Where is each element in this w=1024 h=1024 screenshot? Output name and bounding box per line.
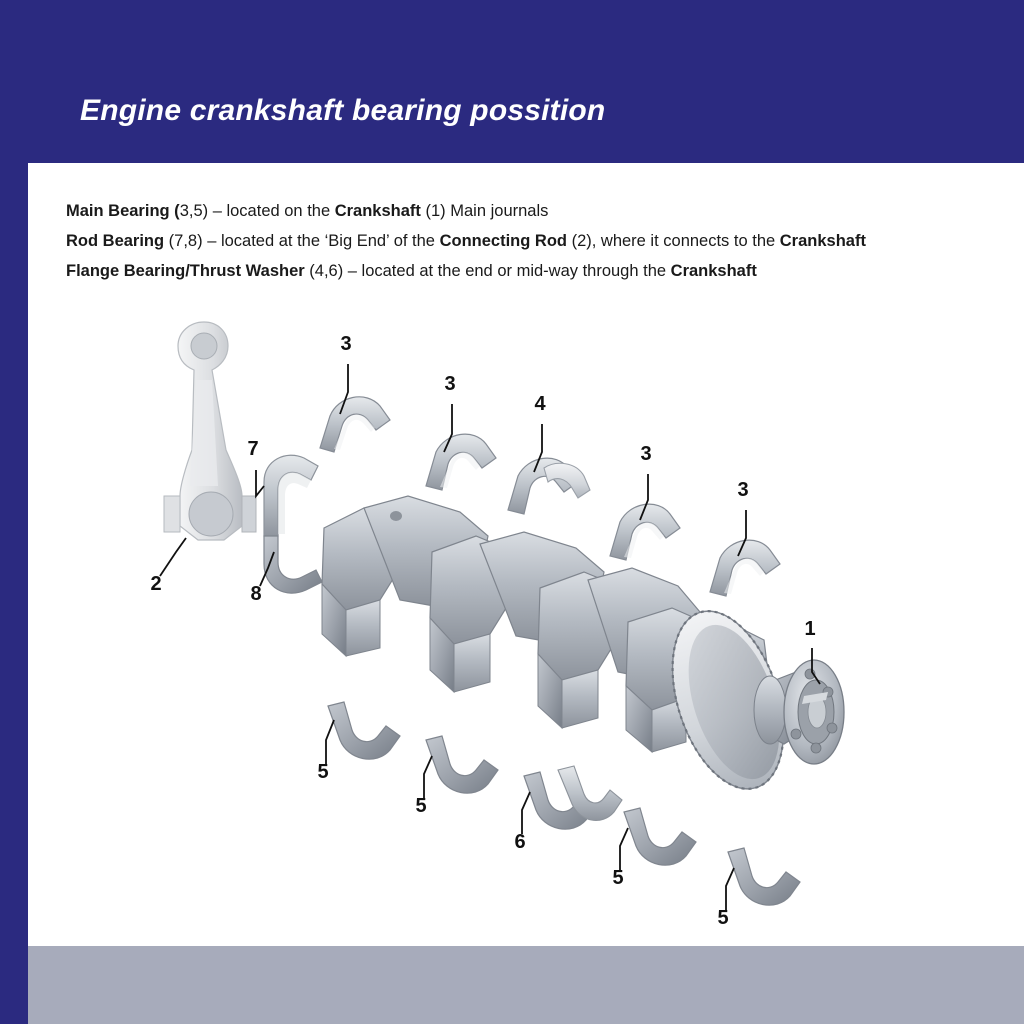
main-bearing-shell-3-d — [710, 540, 780, 596]
footer-left-accent — [0, 946, 28, 1024]
callout-5-bottom-2: 5 — [415, 795, 427, 817]
description-block — [66, 196, 996, 286]
description-line-1: Main Bearing (3,5) – located on the Crankshaft (1) Main journals — [66, 202, 549, 220]
callout-6: 6 — [514, 831, 526, 853]
callout-7: 7 — [247, 438, 259, 460]
main-bearing-shell-3-c — [610, 504, 680, 560]
footer-band — [0, 946, 1024, 1024]
callout-3-top-3: 3 — [640, 443, 652, 465]
description-line-3: Flange Bearing/Thrust Washer (4,6) – located at the end or mid-way through the Crankshaft — [66, 262, 757, 280]
callout-3-top-2: 3 — [444, 373, 456, 395]
crankshaft-exploded-diagram — [28, 300, 1014, 940]
callout-5-bottom-3: 5 — [612, 867, 624, 889]
callout-2: 2 — [150, 573, 162, 595]
crankshaft-part-1 — [322, 496, 844, 803]
rod-bearing-shell-7 — [264, 455, 318, 536]
main-bearing-shell-5-a — [328, 702, 400, 759]
thrust-washer-6 — [524, 766, 622, 829]
main-bearing-shell-5-d — [728, 848, 800, 905]
callout-3-top-1: 3 — [340, 333, 352, 355]
thrust-washer-4 — [508, 458, 590, 514]
main-bearing-shell-3-b — [426, 434, 496, 490]
main-bearing-shell-3-a — [320, 397, 390, 452]
rod-bearing-shell-8 — [264, 536, 322, 593]
callout-5-bottom-1: 5 — [317, 761, 329, 783]
callout-1: 1 — [804, 618, 816, 640]
callout-8: 8 — [250, 583, 262, 605]
connecting-rod-part — [164, 322, 259, 540]
callout-3-top-4: 3 — [737, 479, 749, 501]
description-line-2: Rod Bearing (7,8) – located at the ‘Big End’ of the Connecting Rod (2), where it connects to the Crankshaft — [66, 232, 866, 250]
page-title: Engine crankshaft bearing possition — [80, 94, 606, 127]
header-band — [0, 0, 1024, 163]
callout-4-top: 4 — [534, 393, 546, 415]
main-bearing-shell-5-b — [426, 736, 498, 793]
main-bearing-shell-5-c — [624, 808, 696, 865]
callout-5-bottom-4: 5 — [717, 907, 729, 929]
